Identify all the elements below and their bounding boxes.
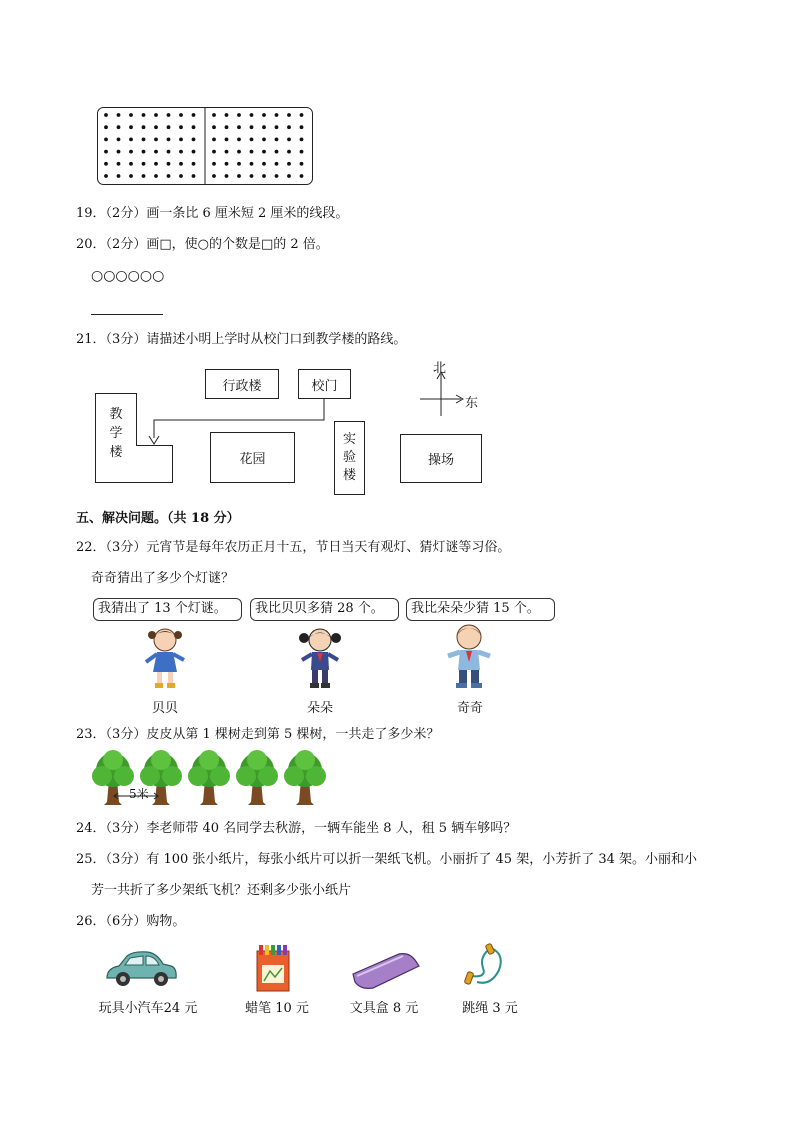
grid-dot xyxy=(300,125,304,129)
grid-dot xyxy=(300,113,304,117)
grid-dot xyxy=(212,174,216,178)
question-19 xyxy=(76,206,348,222)
question-text: 请描述小明上学时从校门口到教学楼的路线。 xyxy=(146,332,407,347)
toy-car-icon xyxy=(103,948,179,990)
answer-line xyxy=(91,314,163,315)
grid-dot xyxy=(167,150,171,154)
grid-dot xyxy=(262,125,266,129)
grid-dot xyxy=(117,125,121,129)
dot-grid-figure xyxy=(97,107,313,185)
grid-dot xyxy=(192,150,196,154)
grid-dot xyxy=(262,162,266,166)
grid-dot xyxy=(117,174,121,178)
grid-dot xyxy=(275,174,279,178)
grid-dot xyxy=(129,162,133,166)
grid-dot xyxy=(192,138,196,142)
speech-bubble-beibei: 我猜出了 13 个灯谜。 xyxy=(93,598,242,621)
grid-dot xyxy=(262,150,266,154)
question-score: （3分） xyxy=(105,852,147,867)
grid-dot xyxy=(167,162,171,166)
question-number: 22． xyxy=(76,540,106,555)
pencil-case-icon xyxy=(349,950,421,992)
compass-north: 北 xyxy=(433,361,447,376)
grid-dot xyxy=(104,162,108,166)
grid-dot xyxy=(237,113,241,117)
question-21 xyxy=(76,332,406,348)
grid-dot xyxy=(179,162,183,166)
grid-dot xyxy=(179,174,183,178)
grid-dot xyxy=(154,150,158,154)
grid-dot xyxy=(275,150,279,154)
grid-dot xyxy=(167,113,171,117)
girl-duoduo-icon xyxy=(295,622,345,692)
grid-dot xyxy=(250,162,254,166)
grid-dot xyxy=(225,125,229,129)
grid-dot xyxy=(142,125,146,129)
grid-dot xyxy=(287,174,291,178)
grid-dot xyxy=(142,162,146,166)
grid-dot xyxy=(237,174,241,178)
jump-rope-icon xyxy=(461,942,509,992)
grid-dot xyxy=(142,138,146,142)
item-label-pencil-case: 文具盒 8 元 xyxy=(349,1001,419,1016)
grid-dot xyxy=(179,113,183,117)
question-number: 25． xyxy=(76,852,106,867)
grid-dot xyxy=(117,162,121,166)
distance-label: 5米 xyxy=(129,787,149,801)
grid-dot xyxy=(275,125,279,129)
grid-dot xyxy=(104,125,108,129)
grid-dot xyxy=(142,150,146,154)
grid-dot xyxy=(212,138,216,142)
grid-dot xyxy=(237,150,241,154)
grid-dot xyxy=(225,174,229,178)
grid-dot xyxy=(154,113,158,117)
grid-dot xyxy=(287,162,291,166)
grid-dot xyxy=(192,125,196,129)
question-number: 21． xyxy=(76,332,106,347)
item-label-toy-car: 玩具小汽车24 元 xyxy=(98,1001,198,1016)
grid-dot xyxy=(262,138,266,142)
grid-dot xyxy=(142,113,146,117)
grid-dot xyxy=(192,162,196,166)
girl-beibei-icon xyxy=(140,622,190,692)
grid-dot xyxy=(287,138,291,142)
question-score: （3分） xyxy=(105,821,147,836)
grid-dot xyxy=(287,150,291,154)
question-text: 画□，使○的个数是□的 2 倍。 xyxy=(146,237,329,252)
grid-dot xyxy=(300,138,304,142)
grid-dot xyxy=(117,150,121,154)
question-score: （3分） xyxy=(105,727,147,742)
teaching-building-label: 教 学 楼 xyxy=(109,407,123,460)
question-number: 26． xyxy=(76,914,106,929)
playground: 操场 xyxy=(400,434,482,483)
tree-icon xyxy=(284,750,326,805)
grid-dot xyxy=(129,138,133,142)
compass-east: 东 xyxy=(465,396,479,411)
question-25 xyxy=(76,852,697,868)
grid-dot xyxy=(212,113,216,117)
section-title: 五、解决问题。（共 18 分） xyxy=(76,511,240,526)
grid-dot xyxy=(104,138,108,142)
grid-dot xyxy=(192,174,196,178)
question-score: （3分） xyxy=(105,332,147,347)
grid-dot xyxy=(237,138,241,142)
grid-dot xyxy=(117,138,121,142)
grid-dot xyxy=(129,174,133,178)
compass-icon xyxy=(416,370,466,420)
lab-building: 实 验 楼 xyxy=(334,421,365,495)
grid-dot xyxy=(154,138,158,142)
question-20 xyxy=(76,237,329,253)
grid-dot xyxy=(129,125,133,129)
grid-dot xyxy=(179,150,183,154)
grid-dot xyxy=(250,150,254,154)
question-22-ask: 奇奇猜出了多少个灯谜？ xyxy=(91,571,235,586)
question-25-line2: 芳一共折了多少架纸飞机？还剩多少张小纸片 xyxy=(91,883,352,898)
admin-building: 行政楼 xyxy=(205,369,279,399)
question-number: 19． xyxy=(76,206,106,221)
grid-dot xyxy=(275,162,279,166)
speech-bubble-qiqi: 我比朵朵少猜 15 个。 xyxy=(406,598,555,621)
grid-dot xyxy=(287,125,291,129)
question-23 xyxy=(76,727,439,743)
grid-dot xyxy=(300,150,304,154)
grid-dot xyxy=(262,113,266,117)
grid-dot xyxy=(275,113,279,117)
grid-dot xyxy=(212,162,216,166)
grid-dot xyxy=(225,162,229,166)
grid-dot xyxy=(212,125,216,129)
question-text: 皮皮从第 1 棵树走到第 5 棵树，一共走了多少米？ xyxy=(146,727,440,742)
question-text: 画一条比 6 厘米短 2 厘米的线段。 xyxy=(146,206,349,221)
tree-icon xyxy=(92,750,134,805)
grid-dot xyxy=(142,174,146,178)
tree-icon xyxy=(236,750,278,805)
question-text: 有 100 张小纸片，每张小纸片可以折一架纸飞机。小丽折了 45 架，小芳折了 34 架。小丽和小 xyxy=(146,852,698,867)
question-22 xyxy=(76,540,510,556)
speech-bubble-duoduo: 我比贝贝多猜 28 个。 xyxy=(250,598,399,621)
grid-dot xyxy=(250,174,254,178)
school-gate: 校门 xyxy=(298,369,351,399)
question-number: 20． xyxy=(76,237,106,252)
grid-dot xyxy=(154,174,158,178)
grid-dot xyxy=(117,113,121,117)
grid-dot xyxy=(225,113,229,117)
grid-dot xyxy=(262,174,266,178)
grid-dot xyxy=(275,138,279,142)
grid-dot xyxy=(237,125,241,129)
question-score: （2分） xyxy=(105,237,147,252)
question-score: （2分） xyxy=(105,206,147,221)
grid-dot xyxy=(225,150,229,154)
grid-dot xyxy=(300,174,304,178)
grid-dot xyxy=(154,162,158,166)
name-duoduo: 朵朵 xyxy=(306,701,333,716)
grid-dot xyxy=(179,138,183,142)
question-score: （6分） xyxy=(105,914,147,929)
question-text: 元宵节是每年农历正月十五，节日当天有观灯、猜灯谜等习俗。 xyxy=(146,540,511,555)
question-text: 李老师带 40 名同学去秋游，一辆车能坐 8 人，租 5 辆车够吗？ xyxy=(146,821,517,836)
grid-dot xyxy=(250,113,254,117)
grid-dot xyxy=(237,162,241,166)
question-score: （3分） xyxy=(105,540,147,555)
name-qiqi: 奇奇 xyxy=(456,701,483,716)
garden: 花园 xyxy=(210,432,295,483)
grid-dot xyxy=(104,174,108,178)
tree-icon xyxy=(188,750,230,805)
grid-dot xyxy=(104,113,108,117)
grid-dot xyxy=(287,113,291,117)
crayons-icon xyxy=(254,943,292,993)
question-text: 购物。 xyxy=(146,914,186,929)
grid-dot xyxy=(129,150,133,154)
question-number: 24． xyxy=(76,821,106,836)
grid-dot xyxy=(250,138,254,142)
grid-dot xyxy=(225,138,229,142)
grid-dot xyxy=(179,125,183,129)
name-beibei: 贝贝 xyxy=(151,701,178,716)
grid-dot xyxy=(167,138,171,142)
grid-dot xyxy=(300,162,304,166)
item-label-jump-rope: 跳绳 3 元 xyxy=(462,1001,518,1016)
grid-dot xyxy=(167,125,171,129)
trees-row xyxy=(90,750,340,806)
circles-row: ○○○○○○ xyxy=(91,268,165,284)
grid-dot xyxy=(154,125,158,129)
item-label-crayons: 蜡笔 10 元 xyxy=(245,1001,309,1016)
grid-dot xyxy=(212,150,216,154)
grid-dot xyxy=(250,125,254,129)
grid-dot xyxy=(104,150,108,154)
question-number: 23． xyxy=(76,727,106,742)
question-26 xyxy=(76,914,185,930)
question-24 xyxy=(76,821,516,837)
boy-qiqi-icon xyxy=(443,620,495,692)
grid-dot xyxy=(167,174,171,178)
grid-dot xyxy=(129,113,133,117)
grid-dot xyxy=(192,113,196,117)
